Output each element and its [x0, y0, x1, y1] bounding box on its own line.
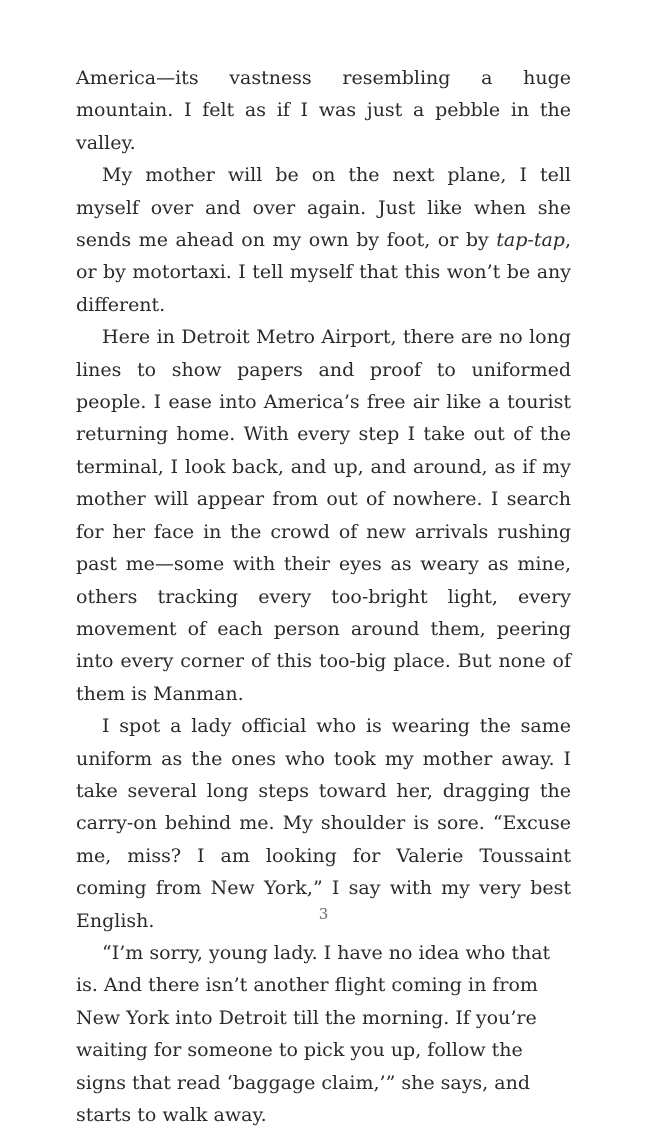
paragraph-next-plane — [76, 159, 571, 321]
paragraph-lady-official: I spot a lady official who is wearing the same uniform as the ones who took my mother away. I take several long steps toward her, dragging the carry-on behind me. My shoulder is sore. “Excuse me, miss? I am looking for Valerie Toussaint coming from New York,” I say with my very best English. — [76, 715, 571, 932]
italic-term-tap-tap: tap-tap — [496, 229, 565, 252]
paragraph-continuation: America—its vastness resembling a huge mountain. I felt as if I was just a pebble in the valley. — [76, 67, 571, 154]
paragraph-official-reply: “I’m sorry, young lady. I have no idea who that is. And there isn’t another flight coming in from New York into Detroit till the morning. If you’re waiting for someone to pick you up, follow the signs that read ‘baggage claim,’” she says, and starts to walk away. — [76, 941, 551, 1126]
paragraph-next-plane-text-start: My mother will be on the next plane, I tell myself over and over again. Just like when she sends me ahead on my own by foot, or by — [76, 164, 571, 252]
page-number: 3 — [318, 905, 329, 923]
paragraph-detroit-airport: Here in Detroit Metro Airport, there are no long lines to show papers and proof to uniformed people. I ease into America’s free air like a tourist returning home. With every step I take out of the terminal, I look back, and up, and around, as if my mother will appear from out of nowhere. I search for her face in the crowd of new arrivals rushing past me—some with their eyes as weary as mine, others tracking every too-bright light, every movement of each person around them, peering into every corner of this too-big place. But none of them is Manman. — [76, 326, 571, 705]
book-page-body — [76, 62, 571, 1131]
paragraph-next-plane-text-end: , or by motortaxi. I tell myself that this won’t be any different. — [76, 229, 571, 316]
